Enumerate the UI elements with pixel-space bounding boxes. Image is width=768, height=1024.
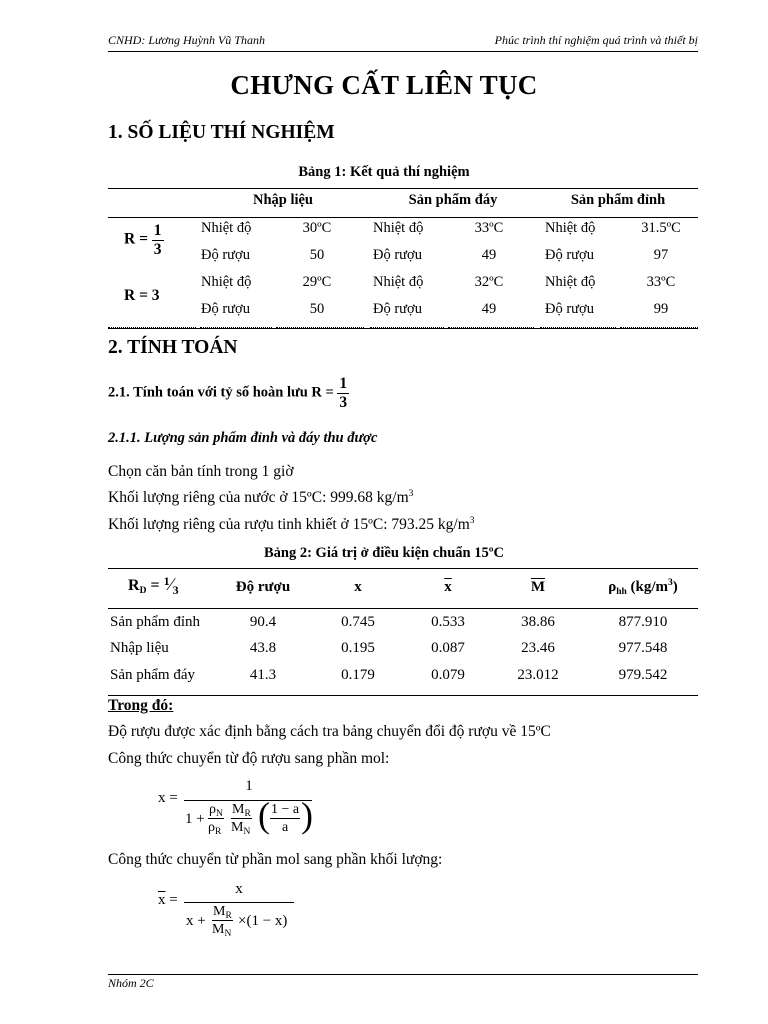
table-1-cell: 97 bbox=[653, 247, 669, 263]
table-1-caption: Bảng 1: Kết quả thí nghiệm bbox=[298, 164, 470, 180]
table-1 bbox=[108, 188, 698, 330]
table-1-header-top: Sản phẩm đỉnh bbox=[570, 192, 666, 208]
table-1-cell: Độ rượu bbox=[201, 247, 250, 263]
r-fraction bbox=[152, 223, 164, 257]
table-1-r-one-third bbox=[124, 223, 164, 257]
subsection-2-1-1-heading: 2.1.1. Lượng sản phẩm đỉnh và đáy thu được bbox=[108, 430, 378, 446]
formula-1-lhs: x = bbox=[158, 790, 178, 806]
header-author: CNHD: Lương Huỳnh Vũ Thanh bbox=[108, 33, 265, 47]
table-1-cell: 49 bbox=[481, 247, 497, 263]
table-1-cell: Độ rượu bbox=[201, 301, 250, 317]
table-1-cell: Nhiệt độ bbox=[545, 274, 596, 290]
slash-glyph: ∕ bbox=[169, 574, 173, 594]
table-1-cell: Độ rượu bbox=[373, 247, 422, 263]
table-1-cell: Nhiệt độ bbox=[373, 274, 424, 290]
table-2-header-x: x bbox=[354, 579, 362, 595]
rd-equals: = bbox=[146, 577, 164, 594]
table-2-cell: 0.195 bbox=[341, 640, 375, 656]
table-1-cell: Độ rượu bbox=[545, 301, 594, 317]
table-1-bottom-rule bbox=[108, 328, 698, 329]
formula-1-one-plus: 1 + bbox=[185, 811, 205, 827]
subsection-2-1-heading bbox=[108, 376, 349, 410]
table-2-cell: 977.548 bbox=[618, 640, 668, 656]
table-2-cell: 0.079 bbox=[431, 667, 465, 683]
formula-2-x-plus: x + bbox=[186, 913, 206, 929]
m-n-sub: N bbox=[243, 827, 251, 837]
table-1-cell: Độ rượu bbox=[545, 247, 594, 263]
table-2-cell: 979.542 bbox=[618, 667, 668, 683]
formula-1-numerator: 1 bbox=[245, 778, 253, 794]
page-title: CHƯNG CẤT LIÊN TỤC bbox=[230, 70, 538, 100]
footer-rule bbox=[108, 974, 698, 975]
formula-2-numerator: x bbox=[235, 881, 243, 897]
rho-exponent: 3 bbox=[668, 578, 673, 588]
table-2-cell: 0.745 bbox=[341, 614, 375, 630]
table-2-cell: Sản phẩm đỉnh bbox=[110, 614, 200, 630]
r-numerator: 1 bbox=[153, 222, 162, 239]
m-n: M bbox=[231, 820, 244, 835]
note-line-1: Độ rượu được xác định bằng cách tra bảng chuyển đổi độ rượu về 15ºC bbox=[108, 723, 551, 740]
table-1-cell: 99 bbox=[653, 301, 669, 317]
r-label: R = bbox=[124, 230, 152, 248]
m-r-sub: R bbox=[225, 911, 232, 921]
basis-line: Chọn căn bản tính trong 1 giờ bbox=[108, 463, 294, 480]
table-2-header-density bbox=[588, 579, 698, 596]
table-1-cell: 30ºC bbox=[302, 220, 332, 236]
reflux-ratio-fraction bbox=[337, 376, 349, 410]
table-1-header-rule bbox=[108, 217, 698, 218]
table-2-cell: 41.3 bbox=[249, 667, 277, 683]
table-1-cell: 31.5ºC bbox=[641, 220, 681, 236]
table-2-cell: 90.4 bbox=[249, 614, 277, 630]
table-2-bottom-rule bbox=[108, 695, 698, 696]
reflux-denominator: 3 bbox=[339, 393, 348, 411]
header-rule bbox=[108, 51, 698, 52]
table-1-cell: 29ºC bbox=[302, 274, 332, 290]
m-r: M bbox=[232, 802, 245, 817]
notes-title: Trong đó: bbox=[108, 697, 174, 714]
table-1-cell: 49 bbox=[481, 301, 497, 317]
rho-close: ) bbox=[672, 579, 678, 595]
m-r: M bbox=[213, 904, 226, 919]
table-2-header-xbar: $\overline{x}$ bbox=[444, 579, 452, 595]
rd-symbol: R bbox=[128, 577, 140, 594]
formula-1-main-bar bbox=[184, 800, 312, 801]
note-line-3: Công thức chuyển từ phần mol sang phần khối lượng: bbox=[108, 851, 443, 868]
rho-r: ρ bbox=[208, 820, 215, 835]
table-1-cell: Nhiệt độ bbox=[201, 274, 252, 290]
table-2 bbox=[108, 568, 698, 698]
footer-group: Nhóm 2C bbox=[108, 976, 154, 990]
rho-unit: (kg/m bbox=[626, 579, 669, 595]
table-2-cell: 0.179 bbox=[341, 667, 375, 683]
table-1-cell: Nhiệt độ bbox=[545, 220, 596, 236]
table-1-header-feed: Nhập liệu bbox=[252, 192, 314, 208]
subsection-2-1-text: 2.1. Tính toán với tỷ số hoàn lưu R = bbox=[108, 384, 338, 401]
formula-2-m-ratio bbox=[212, 905, 233, 937]
unit-exponent: 3 bbox=[408, 489, 414, 499]
a-var: a bbox=[281, 820, 289, 835]
table-1-top-rule bbox=[108, 188, 698, 189]
table-2-cell: Sản phẩm đáy bbox=[110, 667, 195, 683]
mole-fraction-formula bbox=[158, 776, 318, 844]
formula-1-a-ratio bbox=[270, 803, 300, 835]
rho-n-sub: N bbox=[216, 809, 223, 819]
one-minus-a: 1 − a bbox=[271, 802, 300, 817]
table-1-cell: Độ rượu bbox=[373, 301, 422, 317]
section-1-heading: 1. SỐ LIỆU THÍ NGHIỆM bbox=[108, 122, 335, 143]
table-1-r-three: R = 3 bbox=[124, 287, 160, 304]
rd-numerator: 1 bbox=[163, 574, 170, 588]
table-1-cell: Nhiệt độ bbox=[373, 220, 424, 236]
formula-2-tail: ×(1 − x) bbox=[238, 913, 288, 929]
table-2-cell: 877.910 bbox=[618, 614, 668, 630]
note-line-2: Công thức chuyển từ độ rượu sang phần mol: bbox=[108, 750, 390, 767]
right-paren-glyph: ) bbox=[301, 795, 313, 835]
table-2-header-alcohol: Độ rượu bbox=[235, 579, 291, 595]
table-2-cell: 0.533 bbox=[431, 614, 465, 630]
m-r-sub: R bbox=[244, 809, 251, 819]
table-2-caption: Bảng 2: Giá trị ở điều kiện chuẩn 15ºC bbox=[263, 545, 504, 561]
table-2-cell: 38.86 bbox=[521, 614, 555, 630]
table-2-top-rule bbox=[108, 568, 698, 569]
section-2-heading: 2. TÍNH TOÁN bbox=[108, 337, 238, 358]
r-denominator: 3 bbox=[153, 240, 162, 258]
table-2-cell: 0.087 bbox=[431, 640, 465, 656]
x-bar: $\overline{x}$ bbox=[158, 892, 166, 908]
alcohol-density-text: Khối lượng riêng của rượu tinh khiết ở 15ºC: 793.25 kg/m bbox=[108, 516, 470, 533]
m-n: M bbox=[212, 922, 225, 937]
table-1-cell: Nhiệt độ bbox=[201, 220, 252, 236]
water-density-line bbox=[108, 489, 413, 507]
table-1-header-bottom: Sản phẩm đáy bbox=[408, 192, 498, 208]
mass-fraction-formula bbox=[158, 880, 308, 942]
table-1-cell: 50 bbox=[309, 301, 325, 317]
table-2-header-rd bbox=[128, 574, 179, 595]
table-1-cell: 33ºC bbox=[474, 220, 504, 236]
formula-1-rho-ratio bbox=[208, 803, 224, 835]
unit-exponent: 3 bbox=[469, 516, 475, 526]
table-1-cell: 33ºC bbox=[646, 274, 676, 290]
table-1-cell: 50 bbox=[309, 247, 325, 263]
left-paren-glyph: ( bbox=[258, 795, 270, 835]
equals: = bbox=[165, 892, 178, 908]
table-2-header-mbar: $\overline{M}$ bbox=[530, 579, 546, 595]
table-2-cell: 23.46 bbox=[521, 640, 555, 656]
table-1-cell: 32ºC bbox=[474, 274, 504, 290]
rho-n: ρ bbox=[209, 802, 216, 817]
header-report-title: Phúc trình thí nghiệm quá trình và thiết bị bbox=[494, 33, 698, 47]
rho-symbol: ρ bbox=[608, 579, 617, 595]
table-2-header-rule bbox=[108, 608, 698, 609]
table-2-cell: 23.012 bbox=[517, 667, 559, 683]
rho-r-sub: R bbox=[215, 827, 222, 837]
water-density-text: Khối lượng riêng của nước ở 15ºC: 999.68 kg/m bbox=[108, 489, 409, 506]
rho-subscript: hh bbox=[616, 587, 627, 597]
rd-subscript: D bbox=[139, 586, 147, 596]
reflux-numerator: 1 bbox=[339, 375, 348, 392]
table-2-cell: 43.8 bbox=[249, 640, 277, 656]
rd-denominator: 3 bbox=[172, 583, 179, 597]
table-2-cell: Nhập liệu bbox=[110, 640, 169, 656]
formula-2-lhs bbox=[158, 892, 178, 909]
m-n-sub: N bbox=[224, 929, 232, 939]
formula-2-main-bar bbox=[184, 902, 294, 903]
formula-1-m-ratio bbox=[231, 803, 252, 835]
alcohol-density-line bbox=[108, 516, 475, 534]
